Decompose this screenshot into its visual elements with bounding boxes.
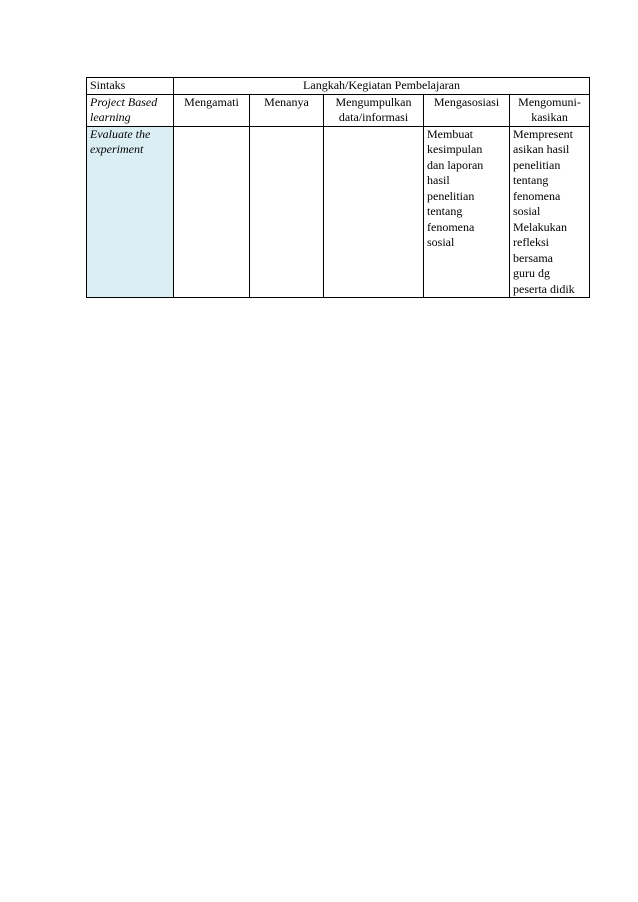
step-line1: Evaluate the	[90, 126, 151, 141]
mengomunikasikan-line: asikan hasil	[513, 142, 570, 156]
learning-activities-table	[86, 77, 590, 298]
column-mengomunikasikan-line2: kasikan	[531, 110, 568, 124]
column-mengomunikasikan	[510, 94, 590, 126]
activities-header: Langkah/Kegiatan Pembelajaran	[174, 78, 590, 95]
table-row	[87, 126, 590, 298]
mengomunikasikan-line: bersama	[513, 250, 553, 265]
column-mengasosiasi: Mengasosiasi	[424, 94, 510, 126]
mengomunikasikan-line: Mempresent	[513, 126, 573, 141]
mengasosiasi-line: penelitian	[427, 188, 475, 203]
mengasosiasi-line: dan laporan	[427, 157, 484, 172]
mengasosiasi-line: hasil	[427, 173, 450, 187]
mengasosiasi-line: tentang	[427, 204, 463, 218]
mengomunikasikan-line: sosial	[513, 204, 541, 218]
mengomunikasikan-cell	[510, 126, 590, 298]
mengumpulkan-cell	[324, 126, 424, 298]
model-label-line1: Project Based	[90, 94, 158, 109]
column-menanya: Menanya	[250, 94, 324, 126]
mengomunikasikan-line: fenomena	[513, 188, 561, 203]
step-cell	[87, 126, 174, 298]
model-label-line2: learning	[90, 110, 131, 124]
mengomunikasikan-line: penelitian	[513, 157, 561, 172]
mengomunikasikan-line: guru dg	[513, 266, 550, 280]
mengasosiasi-line: sosial	[427, 235, 455, 249]
mengomunikasikan-line: tentang	[513, 173, 549, 187]
column-mengumpulkan-line2: data/informasi	[338, 110, 409, 124]
mengomunikasikan-line: peserta didik	[513, 281, 575, 296]
table-subheader-row	[87, 94, 590, 126]
model-label	[87, 94, 174, 126]
column-mengumpulkan-line1: Mengumpulkan	[335, 94, 412, 109]
column-mengomunikasikan-line1: Mengomuni-	[518, 94, 581, 109]
mengomunikasikan-line: Melakukan	[513, 219, 567, 234]
mengasosiasi-cell	[424, 126, 510, 298]
table-header-row	[87, 78, 590, 95]
step-line2: experiment	[90, 142, 144, 156]
mengomunikasikan-line: refleksi	[513, 235, 549, 249]
sintaks-label: Sintaks	[87, 78, 174, 95]
mengamati-cell	[174, 126, 250, 298]
mengasosiasi-line: kesimpulan	[427, 142, 483, 156]
menanya-cell	[250, 126, 324, 298]
mengasosiasi-line: fenomena	[427, 219, 475, 234]
mengasosiasi-line: Membuat	[427, 126, 473, 141]
column-mengumpulkan	[324, 94, 424, 126]
column-mengamati: Mengamati	[174, 94, 250, 126]
